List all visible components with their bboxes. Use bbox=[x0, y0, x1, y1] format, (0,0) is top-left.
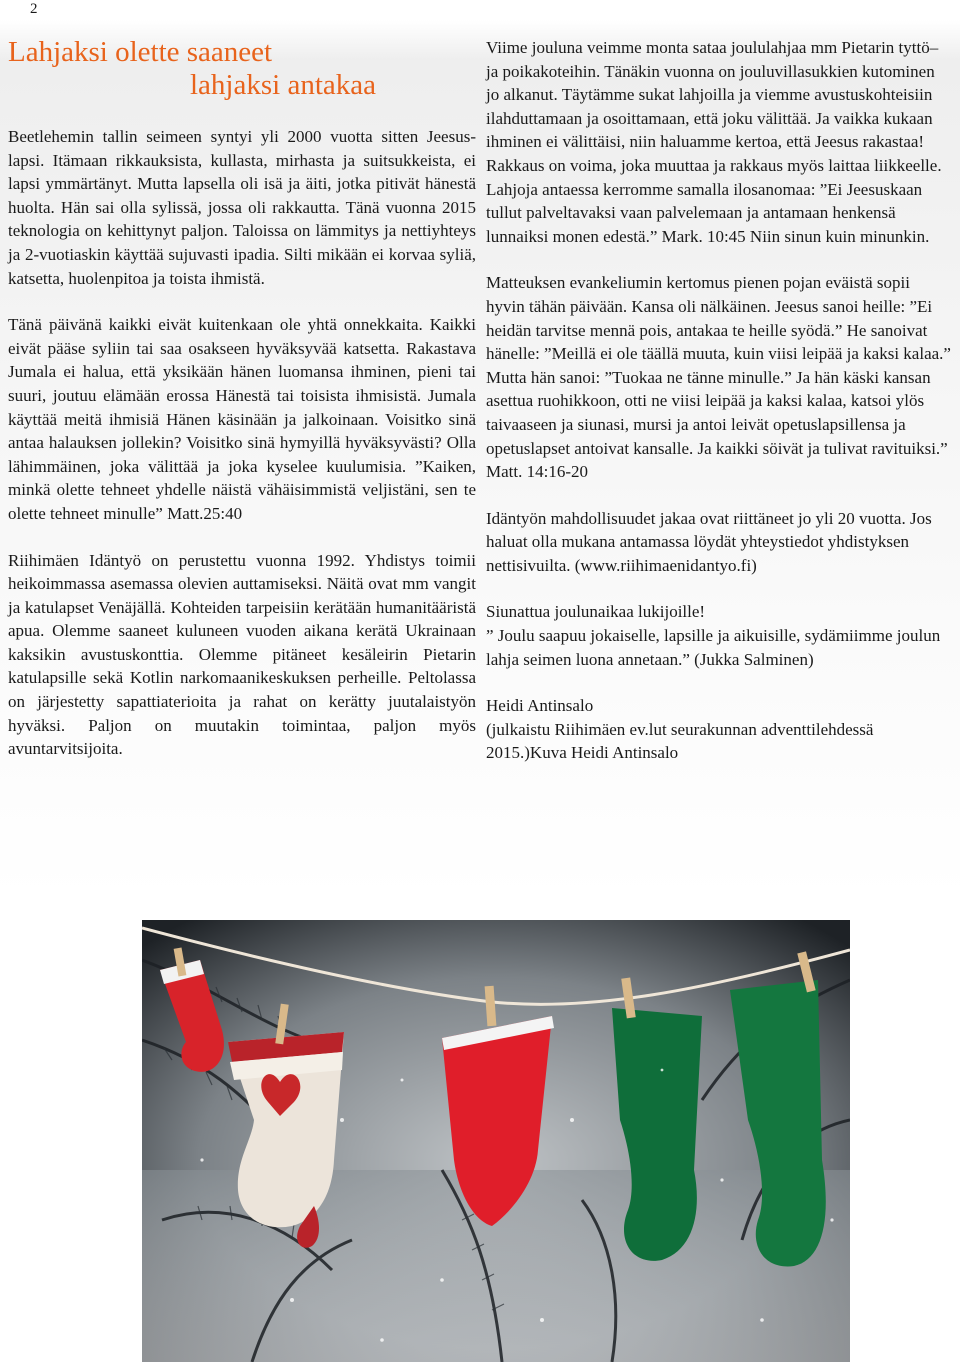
christmas-socks-photo bbox=[142, 920, 850, 1362]
article-title bbox=[8, 36, 476, 102]
page-number: 2 bbox=[30, 1, 38, 17]
left-column bbox=[8, 36, 476, 761]
right-column bbox=[486, 36, 952, 765]
right-paragraph-5: Heidi Antinsalo (julkaistu Riihimäen ev.lut seurakunnan adventtilehdessä 2015.)Kuva Heidi Antinsalo bbox=[486, 696, 874, 763]
left-paragraph-2: Tänä päivänä kaikki eivät kuitenkaan ole yhtä onnekkaita. Kaikki eivät pääse syliin tai saa osakseen hyväksyvää katsetta. Rakastava Jumala ei halua, että yksikään hänen luomansa ihminen, pieni tai suuri, joutuu elämään erossa Hänestä tai toisista ihmisistä. Jumala käyttää meitä ihmisiä Hänen käsinään ja jalkoinaan. Voisitko sinä antaa halauksen jollekin? Voisitko sinä hymyillä hyväksyvästi? Olla lähimmäinen, joka välittää ja joka kyselee kuulumisia. ”Kaiken, minkä olette tehneet yhdelle näistä vähäisimmistä veljistäni, sen te olette tehneet minulle” Matt.25:40 bbox=[8, 315, 476, 523]
right-paragraph-2: Matteuksen evankeliumin kertomus pienen pojan eväistä sopii hyvin tähän päivään. Kansa oli nälkäinen. Jeesus sanoi heille: ”Ei heidän tarvitse mennä pois, antakaa te heille syödä.” He sanoivat hänelle: ”Meillä ei ole täällä muuta, kuin viisi leipää ja kaksi kalaa.” Mutta hän sanoi: ”Tuokaa ne tänne minulle.” Ja hän käski kansan asettua ruohikkoon, otti ne viisi leipää ja kaksi kalaa, katsoi ylös taivaaseen ja siunasi, mursi ja antoi leivät opetuslapsillensa ja opetuslapset antoivat kansalle. Ja kaikki söivät ja tulivat ravituiksi.” Matt. 14:16-20 bbox=[486, 273, 951, 482]
photo-illustration bbox=[142, 920, 850, 1362]
right-paragraph-4: Siunattua joulunaikaa lukijoille! ” Joulu saapuu jokaiselle, lapsille ja aikuisille, sydämiimme joulun lahja seimen luona annetaan.” (Jukka Salminen) bbox=[486, 602, 941, 669]
right-paragraph-1: Viime jouluna veimme monta sataa joululahjaa mm Pietarin tyttö– ja poikakoteihin. Tänäkin vuonna on jouluvillasukkien kutominen jo alkanut. Täytämme sukat lahjoilla ja viemme avustuskohteisiin ilahduttamaan ja osoittamaan, että joku välittää. Ja vaikka kukaan ihminen ei välittäisi, niin haluamme kertoa, että Jeesus rakastaa! Rakkaus on voima, joka muuttaa ja rakkaus myös laittaa liikkeelle. Lahjoja antaessa kerromme samalla ilosanomaa: ”Ei Jeesuskaan tullut palveltavaksi vaan palvelemaan ja antamaan henkensä lunnaiksi monen edestä.” Mark. 10:45 Niin sinun kuin minunkin. bbox=[486, 38, 942, 246]
title-line-1: Lahjaksi olette saaneet bbox=[8, 36, 273, 68]
title-line-2: lahjaksi antakaa bbox=[190, 69, 376, 101]
right-paragraph-3: Idäntyön mahdollisuudet jakaa ovat riittäneet jo yli 20 vuotta. Jos haluat olla mukana antamassa löydät yhteystiedot yhdistyksen nettisivuilta. (www.riihimaenidantyo.fi) bbox=[486, 508, 932, 575]
left-paragraph-3: Riihimäen Idäntyö on perustettu vuonna 1992. Yhdistys toimii heikoimmassa asemassa olevien auttamiseksi. Näitä ovat mm vangit ja katulapset Venäjällä. Kohteiden tarpeisiin kerätään humanitääristä apua. Olemme saaneet kuluneen vuoden aikana kerätä Ukrainaan kaksikin avustuskonttia. Olemme pitäneet kesäleirin Pietarin katulapsille sekä Kotlin narkomaanikeskuksen perheille. Peltolassa on järjestetty sapattiaterioita ja rahat on kerätty juutalaistyön hyväksi. Paljon on muutakin toimintaa, paljon myös avuntarvitsijoita. bbox=[8, 550, 476, 759]
left-paragraph-1: Beetlehemin tallin seimeen syntyi yli 2000 vuotta sitten Jeesus-lapsi. Itämaan rikkauksista, kullasta, mirhasta ja suitsukkeista, ei lapsi ymmärtänyt. Mutta lapsella oli isä ja äiti, jotka pitivät hänestä huolta. Hän sai olla sylissä, jossa oli rakkautta. Tänä vuonna 2015 teknologia on kehittynyt paljon. Taloissa on lämmitys ja nettiyhteys ja 2-vuotiaskin käyttää sujuvasti ipadia. Silti mikään ei korvaa syliä, katsetta, huolenpitoa ja toista ihmistä. bbox=[8, 127, 476, 288]
